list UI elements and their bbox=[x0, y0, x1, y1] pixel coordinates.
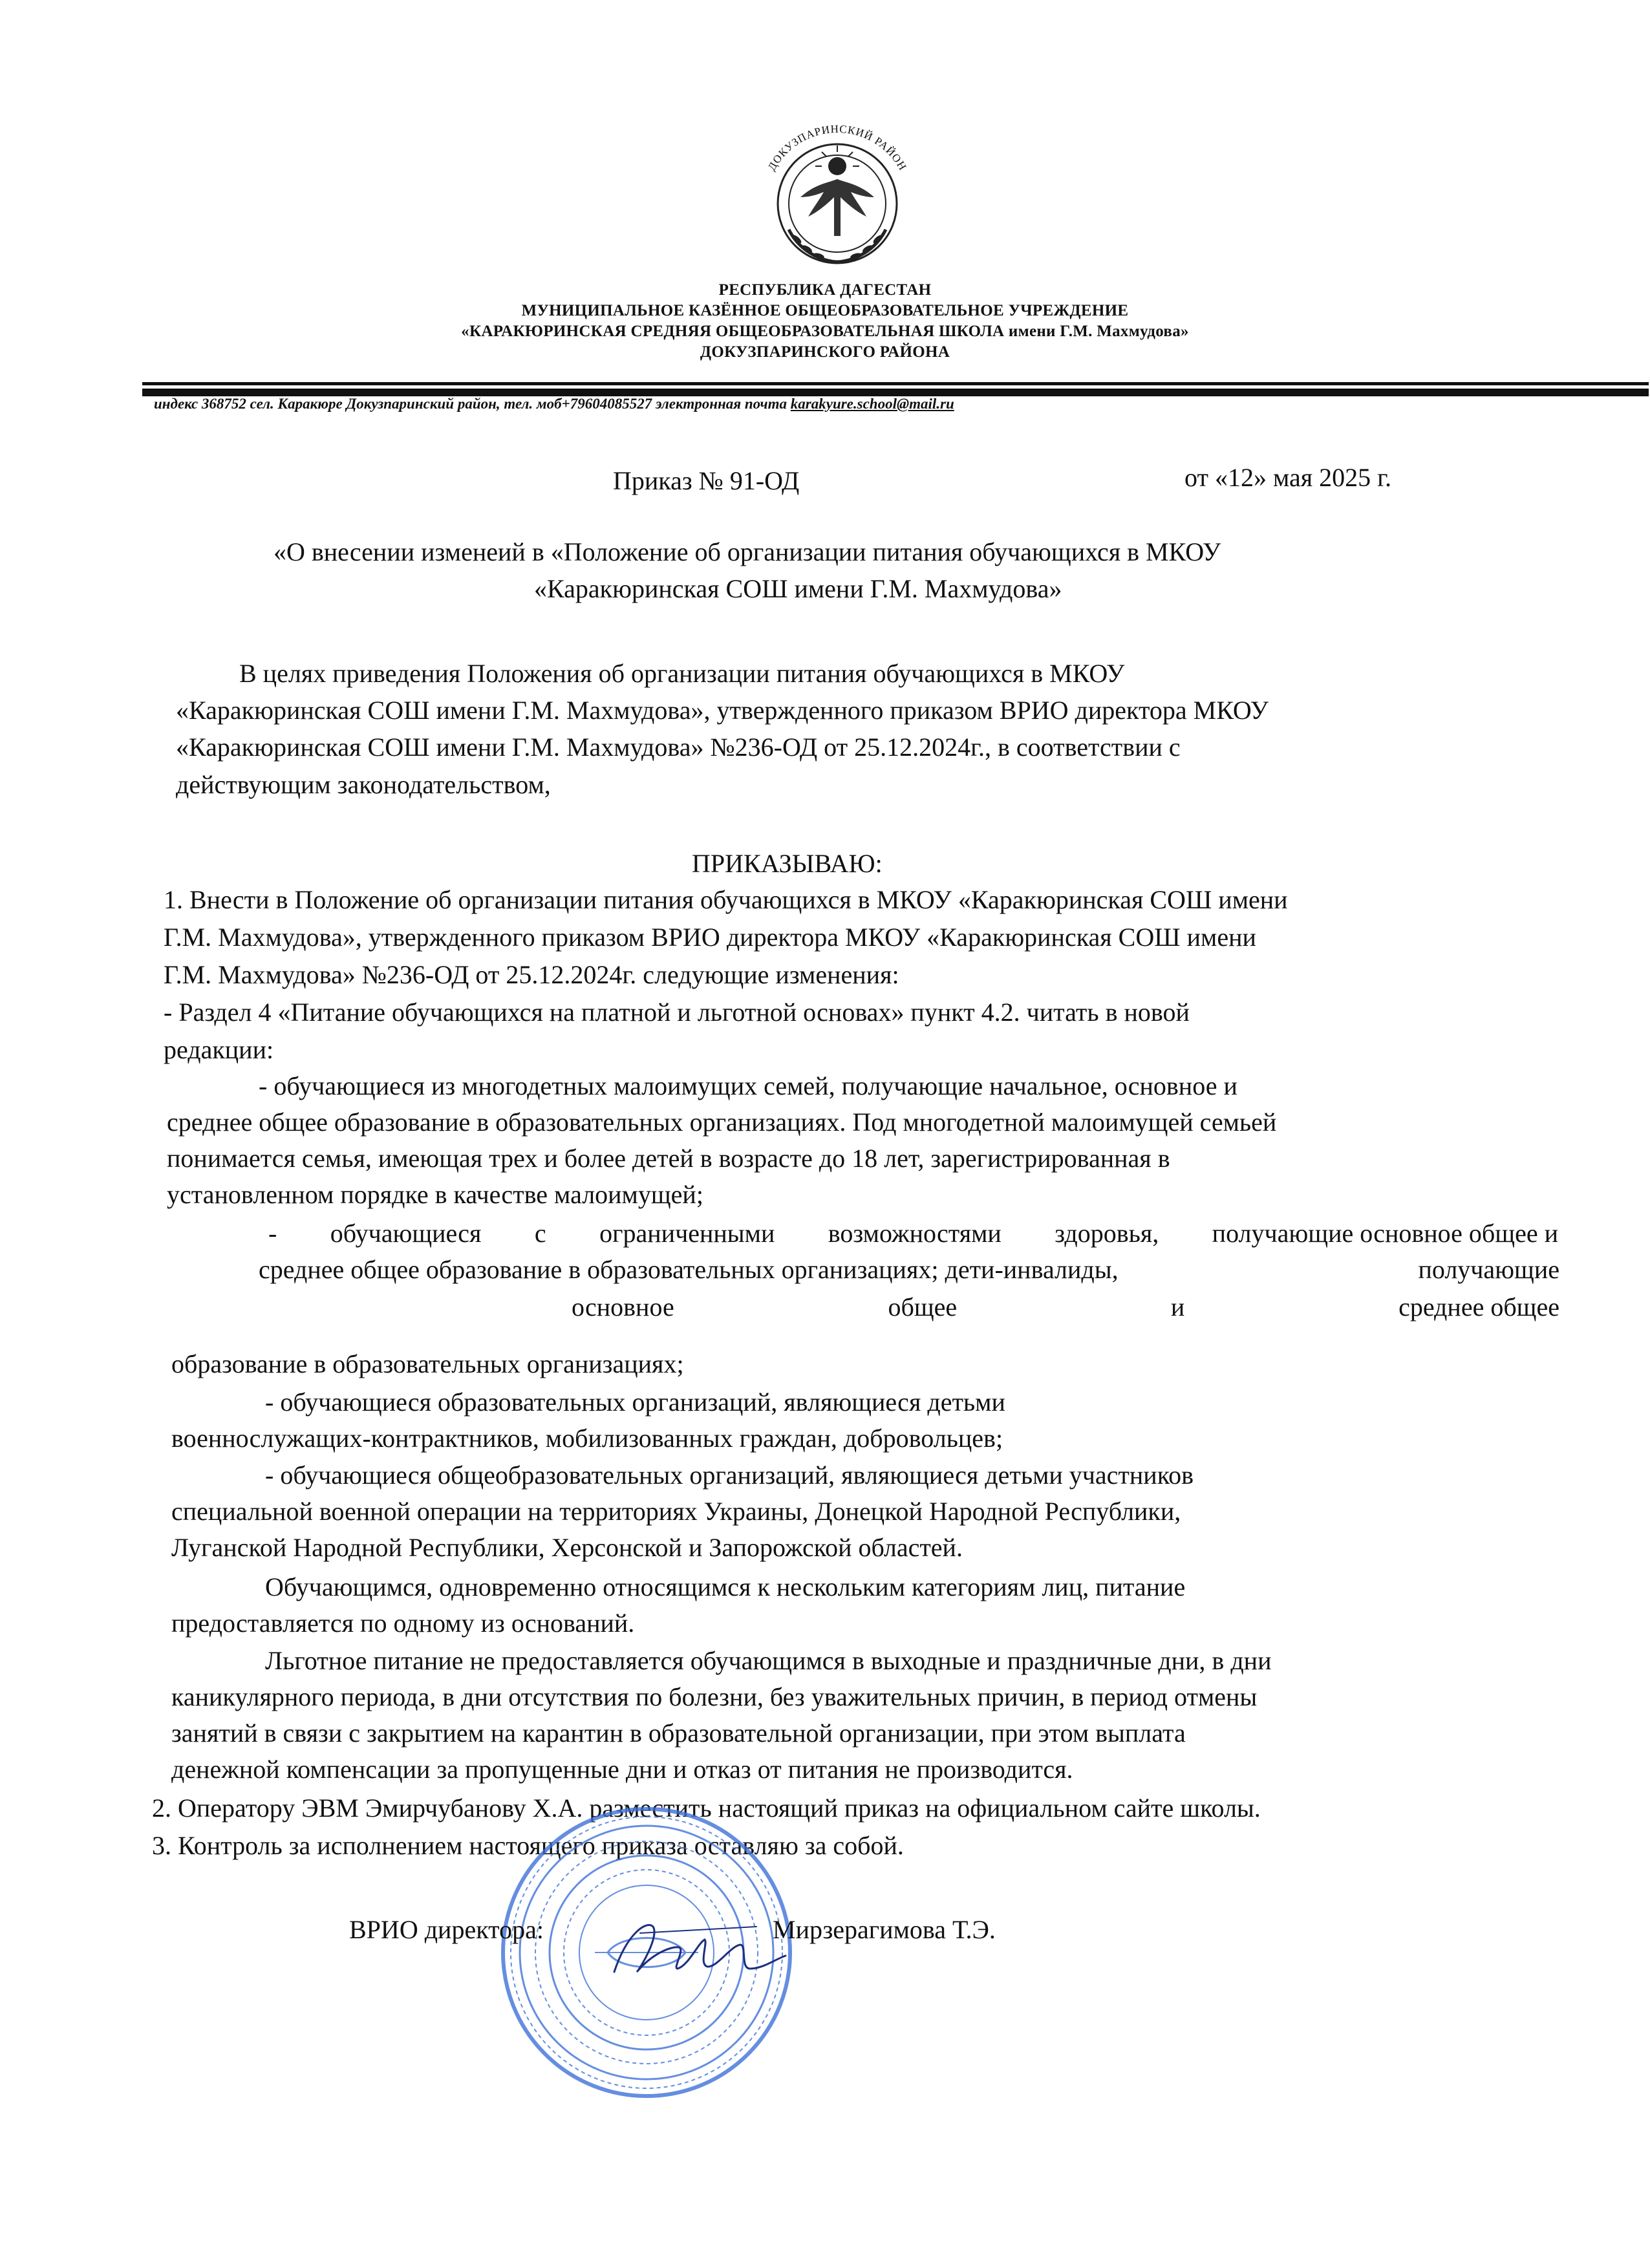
item1-line: Г.М. Махмудова» №236-ОД от 25.12.2024г. следующие изменения: bbox=[164, 960, 899, 989]
word: обучающиеся bbox=[330, 1219, 482, 1248]
email-link[interactable]: karakyure.school@mail.ru bbox=[790, 396, 954, 412]
word: с bbox=[534, 1219, 546, 1248]
paragraph-line: Льготное питание не предоставляется обучающимся в выходные и праздничные дни, в дни bbox=[265, 1646, 1272, 1675]
word: ограниченными bbox=[599, 1219, 775, 1248]
preamble-line: действующим законодательством, bbox=[176, 770, 551, 799]
word: здоровья, bbox=[1055, 1219, 1159, 1248]
paragraph-line: денежной компенсации за пропущенные дни и отказ от питания не производится. bbox=[171, 1755, 1073, 1784]
word: - bbox=[268, 1219, 277, 1248]
category1-line: понимается семья, имеющая трех и более детей в возрасте до 18 лет, зарегистрированная в bbox=[167, 1144, 1170, 1173]
word: среднее общее bbox=[1398, 1292, 1559, 1321]
item1-line: 1. Внести в Положение об организации питания обучающихся в МКОУ «Каракюринская СОШ имени bbox=[164, 885, 1288, 914]
word: получающие основное общее и bbox=[1212, 1219, 1558, 1248]
category1-line: - обучающиеся из многодетных малоимущих семей, получающие начальное, основное и bbox=[259, 1071, 1238, 1100]
category4-line: Луганской Народной Республики, Херсонской и Запорожской областей. bbox=[171, 1533, 963, 1562]
category2-line: образование в образовательных организациях; bbox=[171, 1349, 684, 1378]
paragraph-line: каникулярного периода, в дни отсутствия по болезни, без уважительных причин, в период отмены bbox=[171, 1682, 1258, 1711]
category2-line bbox=[268, 1221, 1558, 1246]
header-district: ДОКУЗПАРИНСКОГО РАЙОНА bbox=[700, 343, 950, 361]
preamble-line: В целях приведения Положения об организации питания обучающихся в МКОУ bbox=[239, 659, 1125, 688]
word: возможностями bbox=[828, 1219, 1002, 1248]
category2-line bbox=[259, 1257, 1559, 1283]
category3-line: военнослужащих-контрактников, мобилизованных граждан, добровольцев; bbox=[171, 1424, 1003, 1453]
preamble-line: «Каракюринская СОШ имени Г.М. Махмудова», утвержденного приказом ВРИО директора МКОУ bbox=[176, 696, 1269, 725]
order-title-line: «Каракюринская СОШ имени Г.М. Махмудова» bbox=[534, 574, 1062, 603]
order-number: Приказ № 91-ОД bbox=[613, 466, 800, 495]
text-segment: получающие bbox=[1418, 1255, 1559, 1284]
item1-line: - Раздел 4 «Питание обучающихся на платной и льготной основах» пункт 4.2. читать в новой bbox=[164, 998, 1190, 1027]
signatory-position: ВРИО директора: bbox=[349, 1915, 544, 1944]
order-heading: ПРИКАЗЫВАЮ: bbox=[692, 849, 883, 878]
header-republic: РЕСПУБЛИКА ДАГЕСТАН bbox=[718, 281, 932, 299]
paragraph-line: занятий в связи с закрытием на карантин в образовательной организации, при этом выплата bbox=[171, 1718, 1186, 1748]
header-school-name: «КАРАКЮРИНСКАЯ СРЕДНЯЯ ОБЩЕОБРАЗОВАТЕЛЬНАЯ ШКОЛА имени Г.М. Махмудова» bbox=[461, 323, 1189, 340]
category1-line: среднее общее образование в образовательных организациях. Под многодетной малоимущей семьей bbox=[167, 1107, 1277, 1137]
category3-line: - обучающиеся образовательных организаций, являющиеся детьми bbox=[265, 1387, 1005, 1417]
category4-line: специальной военной операции на территориях Украины, Донецкой Народной Республики, bbox=[171, 1497, 1181, 1526]
text-segment: среднее общее образование в образовательных организациях; дети-инвалиды, bbox=[259, 1255, 1119, 1284]
item1-line: редакции: bbox=[164, 1035, 274, 1064]
handwritten-signature-icon bbox=[601, 1907, 795, 1991]
header-institution-type: МУНИЦИПАЛЬНОЕ КАЗЁННОЕ ОБЩЕОБРАЗОВАТЕЛЬНОЕ УЧРЕЖДЕНИЕ bbox=[521, 302, 1129, 319]
item3-line: 3. Контроль за исполнением настоящего приказа оставляю за собой. bbox=[152, 1831, 904, 1860]
category4-line: - обучающиеся общеобразовательных организаций, являющиеся детьми участников bbox=[265, 1460, 1194, 1490]
category2-line bbox=[572, 1294, 1559, 1320]
word: общее bbox=[888, 1292, 958, 1321]
item1-line: Г.М. Махмудова», утвержденного приказом ВРИО директора МКОУ «Каракюринская СОШ имени bbox=[164, 923, 1256, 952]
header-divider-thin bbox=[142, 382, 1649, 385]
item2-line: 2. Оператору ЭВМ Эмирчубанову Х.А. разместить настоящий приказ на официальном сайте школы. bbox=[152, 1793, 1261, 1823]
word: основное bbox=[572, 1292, 674, 1321]
coat-of-arms-icon bbox=[737, 107, 938, 272]
address-text: индекс 368752 сел. Каракюре Докузпаринский район, тел. моб+79604085527 электронная почта bbox=[154, 396, 791, 412]
order-title-line: «О внесении изменеий в «Положение об организации питания обучающихся в МКОУ bbox=[273, 537, 1221, 566]
word: и bbox=[1170, 1292, 1185, 1321]
contact-address bbox=[154, 396, 954, 412]
category1-line: установленном порядке в качестве малоимущей; bbox=[167, 1180, 703, 1209]
paragraph-line: Обучающимся, одновременно относящимся к нескольким категориям лиц, питание bbox=[265, 1572, 1186, 1601]
emblem-arc-text: ДОКУЗПАРИНСКИЙ РАЙОН bbox=[765, 122, 910, 173]
order-date: от «12» мая 2025 г. bbox=[1184, 463, 1392, 492]
paragraph-line: предоставляется по одному из оснований. bbox=[171, 1609, 635, 1638]
preamble-line: «Каракюринская СОШ имени Г.М. Махмудова» №236-ОД от 25.12.2024г., в соответствии с bbox=[176, 733, 1181, 762]
signatory-name: Мирзерагимова Т.Э. bbox=[773, 1915, 996, 1944]
